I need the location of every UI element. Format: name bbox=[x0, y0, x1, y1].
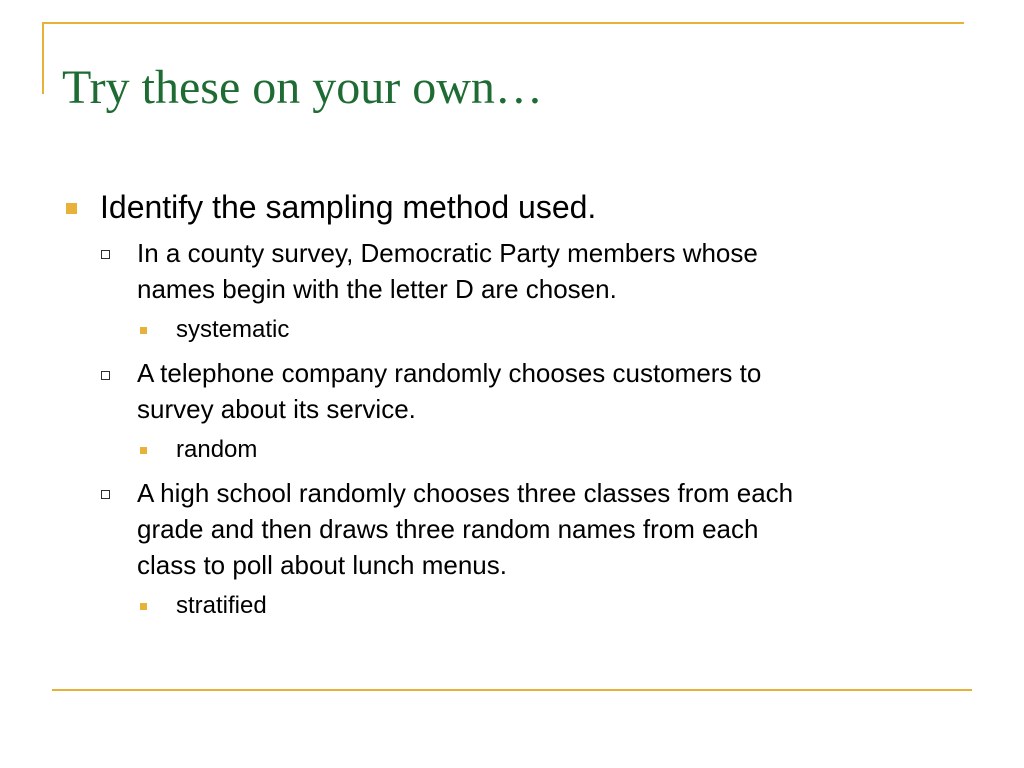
question-3-line-2: grade and then draws three random names from each bbox=[137, 514, 759, 544]
level3-bullet-icon bbox=[140, 603, 147, 610]
level1-bullet-icon bbox=[66, 203, 77, 214]
question-2-line-1: A telephone company randomly chooses customers to bbox=[137, 358, 762, 388]
question-1-line-2: names begin with the letter D are chosen. bbox=[137, 274, 617, 304]
slide-title: Try these on your own… bbox=[62, 61, 543, 114]
level3-bullet-icon bbox=[140, 447, 147, 454]
top-rule bbox=[42, 22, 964, 24]
bottom-rule bbox=[52, 689, 972, 691]
answer-3: stratified bbox=[176, 592, 267, 619]
level2-bullet-icon bbox=[101, 490, 110, 499]
level3-bullet-icon bbox=[140, 327, 147, 334]
question-3-line-3: class to poll about lunch menus. bbox=[137, 550, 507, 580]
question-1-line-1: In a county survey, Democratic Party members whose bbox=[137, 238, 758, 268]
answer-2: random bbox=[176, 436, 258, 463]
level2-bullet-icon bbox=[101, 371, 110, 380]
answer-1: systematic bbox=[176, 316, 290, 343]
main-point: Identify the sampling method used. bbox=[100, 189, 597, 225]
level2-bullet-icon bbox=[101, 250, 110, 259]
question-3-line-1: A high school randomly chooses three classes from each bbox=[137, 478, 794, 508]
question-2-line-2: survey about its service. bbox=[137, 394, 416, 424]
left-rule bbox=[42, 22, 44, 94]
